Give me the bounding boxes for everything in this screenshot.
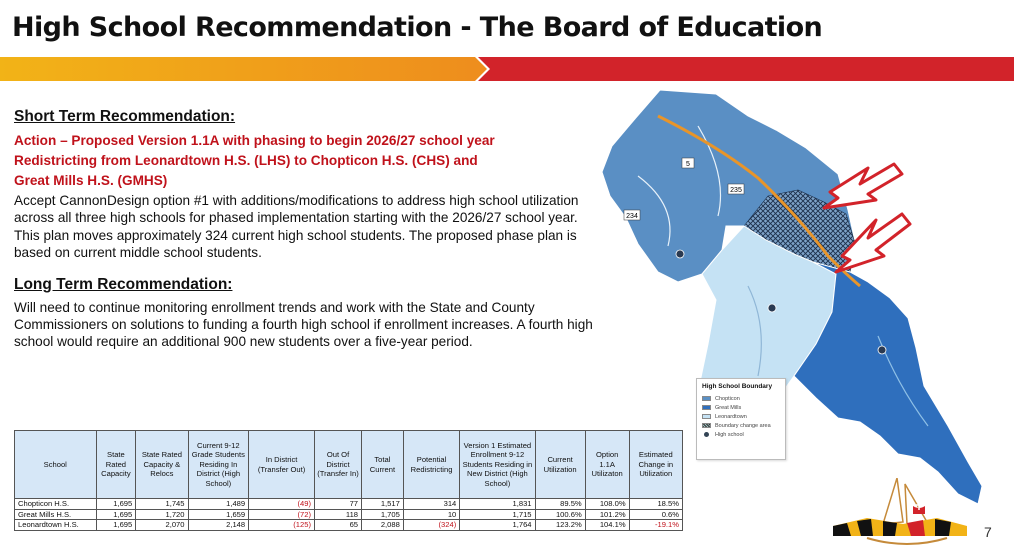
action-line: Great Mills H.S. (GMHS): [14, 173, 168, 188]
table-cell: 2,088: [362, 520, 404, 531]
column-header: In District (Transfer Out): [249, 431, 315, 499]
route-label: 5: [686, 161, 690, 168]
route-label: 234: [626, 213, 638, 220]
table-cell: 1,831: [460, 499, 535, 510]
high-school-marker: [878, 346, 886, 354]
page-title: High School Recommendation - The Board of Education: [12, 12, 823, 43]
long-term-heading: Long Term Recommendation:: [14, 275, 233, 293]
table-cell: 2,148: [188, 520, 249, 531]
table-cell: 65: [314, 520, 361, 531]
table-cell: 1,695: [96, 509, 136, 520]
table-cell: 1,705: [362, 509, 404, 520]
legend-item: Leonardtown: [702, 412, 780, 421]
column-header: Out Of District (Transfer In): [314, 431, 361, 499]
column-header: Current 9-12 Grade Students Residing In District (High School): [188, 431, 249, 499]
table-cell: Great Mills H.S.: [15, 509, 97, 520]
column-header: Current Utilization: [535, 431, 585, 499]
long-term-body: Will need to continue monitoring enrollment trends and work with the State and County Commissioners on solutions to funding a fourth high school if enrollment increases. A fourth high school would require an additional 900 new students over a five-year period.: [14, 299, 593, 350]
table-cell: 18.5%: [629, 499, 682, 510]
table-cell: 2,070: [136, 520, 188, 531]
table-cell: -19.1%: [629, 520, 682, 531]
table-cell: 1,517: [362, 499, 404, 510]
map-legend: [696, 378, 786, 460]
table-cell: 123.2%: [535, 520, 585, 531]
enrollment-table: [14, 430, 683, 531]
column-header: Total Current: [362, 431, 404, 499]
table-row: [15, 499, 683, 510]
table-cell: Leonardtown H.S.: [15, 520, 97, 531]
table-cell: 1,715: [460, 509, 535, 520]
table-cell: 104.1%: [585, 520, 629, 531]
legend-item: High school: [702, 430, 780, 439]
table-cell: Chopticon H.S.: [15, 499, 97, 510]
table-cell: 1,695: [96, 520, 136, 531]
column-header: Version 1 Estimated Enrollment 9-12 Students Residing in New District (High School): [460, 431, 535, 499]
column-header: School: [15, 431, 97, 499]
header-color-band: [0, 57, 1014, 81]
high-school-marker: [676, 250, 684, 258]
table-cell: (72): [249, 509, 315, 520]
table-cell: (324): [403, 520, 459, 531]
table-cell: (125): [249, 520, 315, 531]
recommendation-text: [14, 108, 594, 351]
table-cell: 1,695: [96, 499, 136, 510]
column-header: Option 1.1A Utilizaton: [585, 431, 629, 499]
county-logo: [827, 478, 977, 553]
legend-title: High School Boundary: [702, 383, 773, 390]
table-cell: 1,659: [188, 509, 249, 520]
table-cell: 1,489: [188, 499, 249, 510]
table-cell: 118: [314, 509, 361, 520]
column-header: Potential Redistricting: [403, 431, 459, 499]
legend-item: Great Mills: [702, 403, 780, 412]
table-cell: 108.0%: [585, 499, 629, 510]
legend-item: Chopticon: [702, 394, 780, 403]
action-line: Action – Proposed Version 1.1A with phasing to begin 2026/27 school year: [14, 133, 495, 148]
table-cell: 89.5%: [535, 499, 585, 510]
table-cell: 100.6%: [535, 509, 585, 520]
short-term-heading: Short Term Recommendation:: [14, 108, 236, 125]
legend-item: Boundary change area: [702, 421, 780, 430]
route-label: 235: [730, 187, 742, 194]
table-cell: 0.6%: [629, 509, 682, 520]
column-header: State Rated Capacity: [96, 431, 136, 499]
table-row: [15, 509, 683, 520]
action-line: Redistricting from Leonardtown H.S. (LHS) to Chopticon H.S. (CHS) and: [14, 153, 478, 168]
table-cell: 1,745: [136, 499, 188, 510]
table-cell: 77: [314, 499, 361, 510]
page-number: 7: [984, 524, 992, 540]
table-cell: (49): [249, 499, 315, 510]
table-cell: 1,720: [136, 509, 188, 520]
table-cell: 10: [403, 509, 459, 520]
column-header: State Rated Capacity & Relocs: [136, 431, 188, 499]
high-school-icon: [704, 432, 709, 437]
table-cell: 101.2%: [585, 509, 629, 520]
short-term-body: Accept CannonDesign option #1 with additions/modifications to address high school utilization across all three high schools for phased implementation starting with the 2026/27 school year. This plan moves approximately 324 current high school students. The proposed phase plan is based on current middle school students.: [14, 193, 579, 261]
high-school-marker: [768, 304, 776, 312]
column-header: Estimated Change in Utilization: [629, 431, 682, 499]
table-cell: 1,764: [460, 520, 535, 531]
table-row: [15, 520, 683, 531]
action-statement: [14, 131, 594, 191]
table-cell: 314: [403, 499, 459, 510]
